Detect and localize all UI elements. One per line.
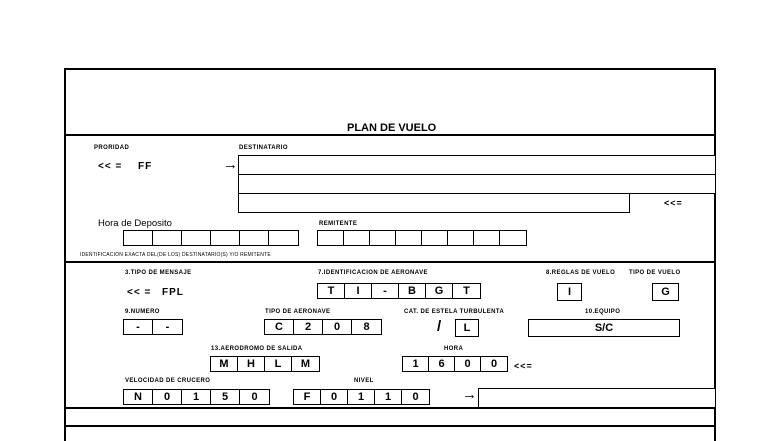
destinatario-end-marker: <<= <box>664 198 683 208</box>
destinatario-field-1[interactable] <box>238 155 716 175</box>
aerodromo-label: 13.AERODROMO DE SALIDA <box>211 346 303 352</box>
tipo-mensaje-prefix: << = <box>127 287 152 298</box>
equipo-label: 10.EQUIPO <box>585 309 621 315</box>
tipo-mensaje-label: 3.TIPO DE MENSAJE <box>125 270 192 276</box>
arrow-icon: → <box>462 386 477 403</box>
remitente-label: REMITENTE <box>319 221 358 227</box>
footnote: IDENTIFICACION EXACTA DEL(DE LOS) DESTINATARIO(S) Y/O REMITENTE <box>80 252 271 258</box>
estela-field[interactable]: L <box>455 319 479 337</box>
tipo-aeronave-cells[interactable]: C 2 0 8 <box>264 319 382 335</box>
numero-cells[interactable]: - - <box>123 319 183 335</box>
estela-slash: / <box>437 318 442 335</box>
form-top-border <box>64 68 716 70</box>
estela-label: CAT. DE ESTELA TURBULENTA <box>404 309 505 315</box>
form-left-border <box>64 68 66 441</box>
page-title: PLAN DE VUELO <box>347 122 437 134</box>
hora-deposito-cells[interactable] <box>123 230 299 246</box>
destinatario-label: DESTINATARIO <box>239 145 288 151</box>
aerodromo-cells[interactable]: M H L M <box>210 356 320 372</box>
tipo-vuelo-label: TIPO DE VUELO <box>629 270 681 276</box>
tipo-vuelo-field[interactable]: G <box>652 283 679 301</box>
prioridad-prefix: << = <box>98 161 123 172</box>
identificacion-label: 7.IDENTIFICACION DE AERONAVE <box>318 270 428 276</box>
identificacion-cells[interactable]: T I - B G T <box>317 283 481 299</box>
prioridad-value: FF <box>138 161 153 172</box>
velocidad-cells[interactable]: N 0 1 5 0 <box>123 389 270 405</box>
nivel-label: NIVEL <box>354 378 374 384</box>
arrow-icon: → <box>223 156 238 173</box>
tipo-mensaje-value: FPL <box>162 287 184 298</box>
nivel-cells[interactable]: F 0 1 1 0 <box>293 389 430 405</box>
hora-label: HORA <box>444 346 464 352</box>
section-divider <box>64 261 716 263</box>
destinatario-field-2[interactable] <box>238 174 716 194</box>
equipo-field[interactable]: S/C <box>528 319 680 337</box>
prioridad-label: PRORIDAD <box>94 145 130 151</box>
hora-deposito-label: Hora de Deposito <box>98 218 172 229</box>
reglas-field[interactable]: I <box>557 283 582 301</box>
tipo-aeronave-label: TIPO DE AERONAVE <box>265 309 331 315</box>
hora-cells[interactable]: 1 6 0 0 <box>402 356 508 372</box>
remitente-cells[interactable] <box>317 230 527 246</box>
hora-end-marker: <<= <box>514 361 533 371</box>
ruta-field[interactable] <box>478 388 716 408</box>
reglas-label: 8.REGLAS DE VUELO <box>546 270 616 276</box>
velocidad-label: VELOCIDAD DE CRUCERO <box>125 378 211 384</box>
form-right-border <box>714 68 716 441</box>
row-divider <box>64 407 716 409</box>
numero-label: 9.NUMERO <box>125 309 160 315</box>
destinatario-field-3[interactable] <box>238 193 630 213</box>
title-divider <box>64 134 716 136</box>
row-divider <box>64 425 716 427</box>
